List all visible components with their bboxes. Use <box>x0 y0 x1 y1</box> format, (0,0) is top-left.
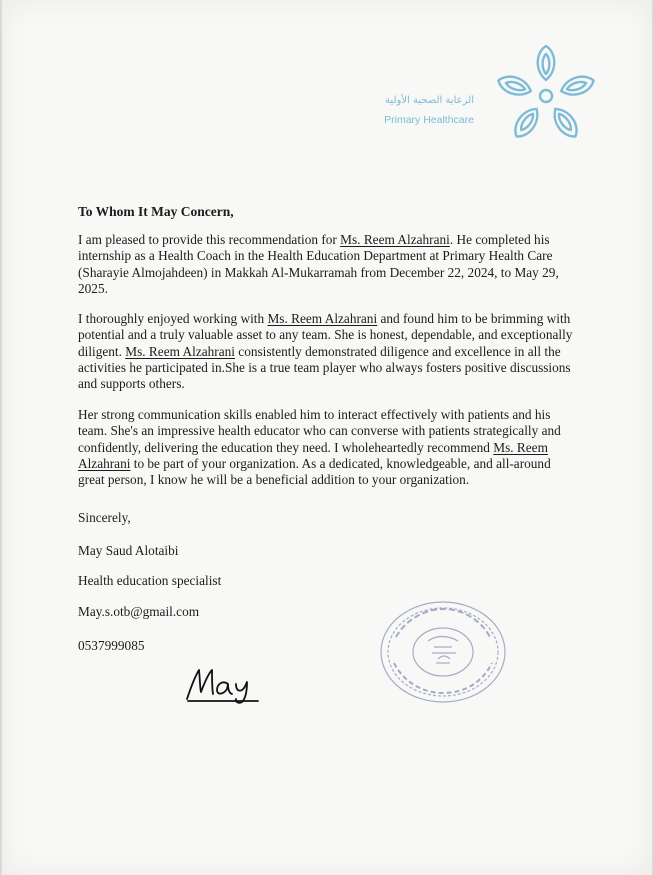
logo-arabic-text: الرعاية الصحية الأولية <box>385 95 474 106</box>
official-stamp <box>376 597 510 707</box>
logo-english-text: Primary Healthcare <box>384 114 474 126</box>
flower-logo-icon <box>494 40 598 144</box>
paragraph-3 <box>78 407 578 488</box>
p2-text-a: I thoroughly enjoyed working with <box>78 311 268 326</box>
closing-sincerely: Sincerely, <box>78 510 131 525</box>
intern-name: Ms. Reem Alzahrani <box>267 311 378 326</box>
paragraph-2 <box>78 311 578 392</box>
p2-text-c: consistently demonstrated diligence and excellence in all the activities he participated in.She is a true team player who always fosters positive discussions and supports others. <box>78 343 571 392</box>
p1-text-b: . He completed his internship as a Health Coach in the Health Education Department at Primary Health Care (Sharayie Almojahdeen) in Makkah Al-Mukarramah from December 22, 2024, to May 29, 2025. <box>78 232 559 296</box>
p2-text-b: and found him to be brimming with potential and a truly valuable asset to any team. She is honest, dependable, and exceptionally diligent. <box>78 311 573 359</box>
signer-email: May.s.otb@gmail.com <box>78 604 200 619</box>
intern-name: Ms. Reem Alzahrani <box>125 343 235 359</box>
paragraph-1 <box>78 232 578 297</box>
p1-text-a: I am pleased to provide this recommendation for <box>78 232 341 247</box>
primary-healthcare-logo <box>372 40 602 150</box>
p3-text-b: to be part of your organization. As a dedicated, knowledgeable, and all-around great person, I know he will be a beneficial addition to your organization. <box>78 455 551 488</box>
intern-name: Ms. Reem Alzahrani <box>340 232 450 247</box>
signer-name: May Saud Alotaibi <box>78 543 179 558</box>
handwritten-signature <box>184 662 260 704</box>
intern-name: Ms. Reem Alzahrani <box>78 439 548 471</box>
letter-page <box>2 0 652 875</box>
signer-title: Health education specialist <box>78 573 222 588</box>
letter-greeting: To Whom It May Concern, <box>78 204 234 219</box>
signer-phone: 0537999085 <box>78 638 145 653</box>
p3-text-a: Her strong communication skills enabled him to interact effectively with patients and his team. She's an impressive health educator who can converse with patients strategically and confidently, delivering the education they need. I wholeheartedly recommend <box>78 407 561 455</box>
